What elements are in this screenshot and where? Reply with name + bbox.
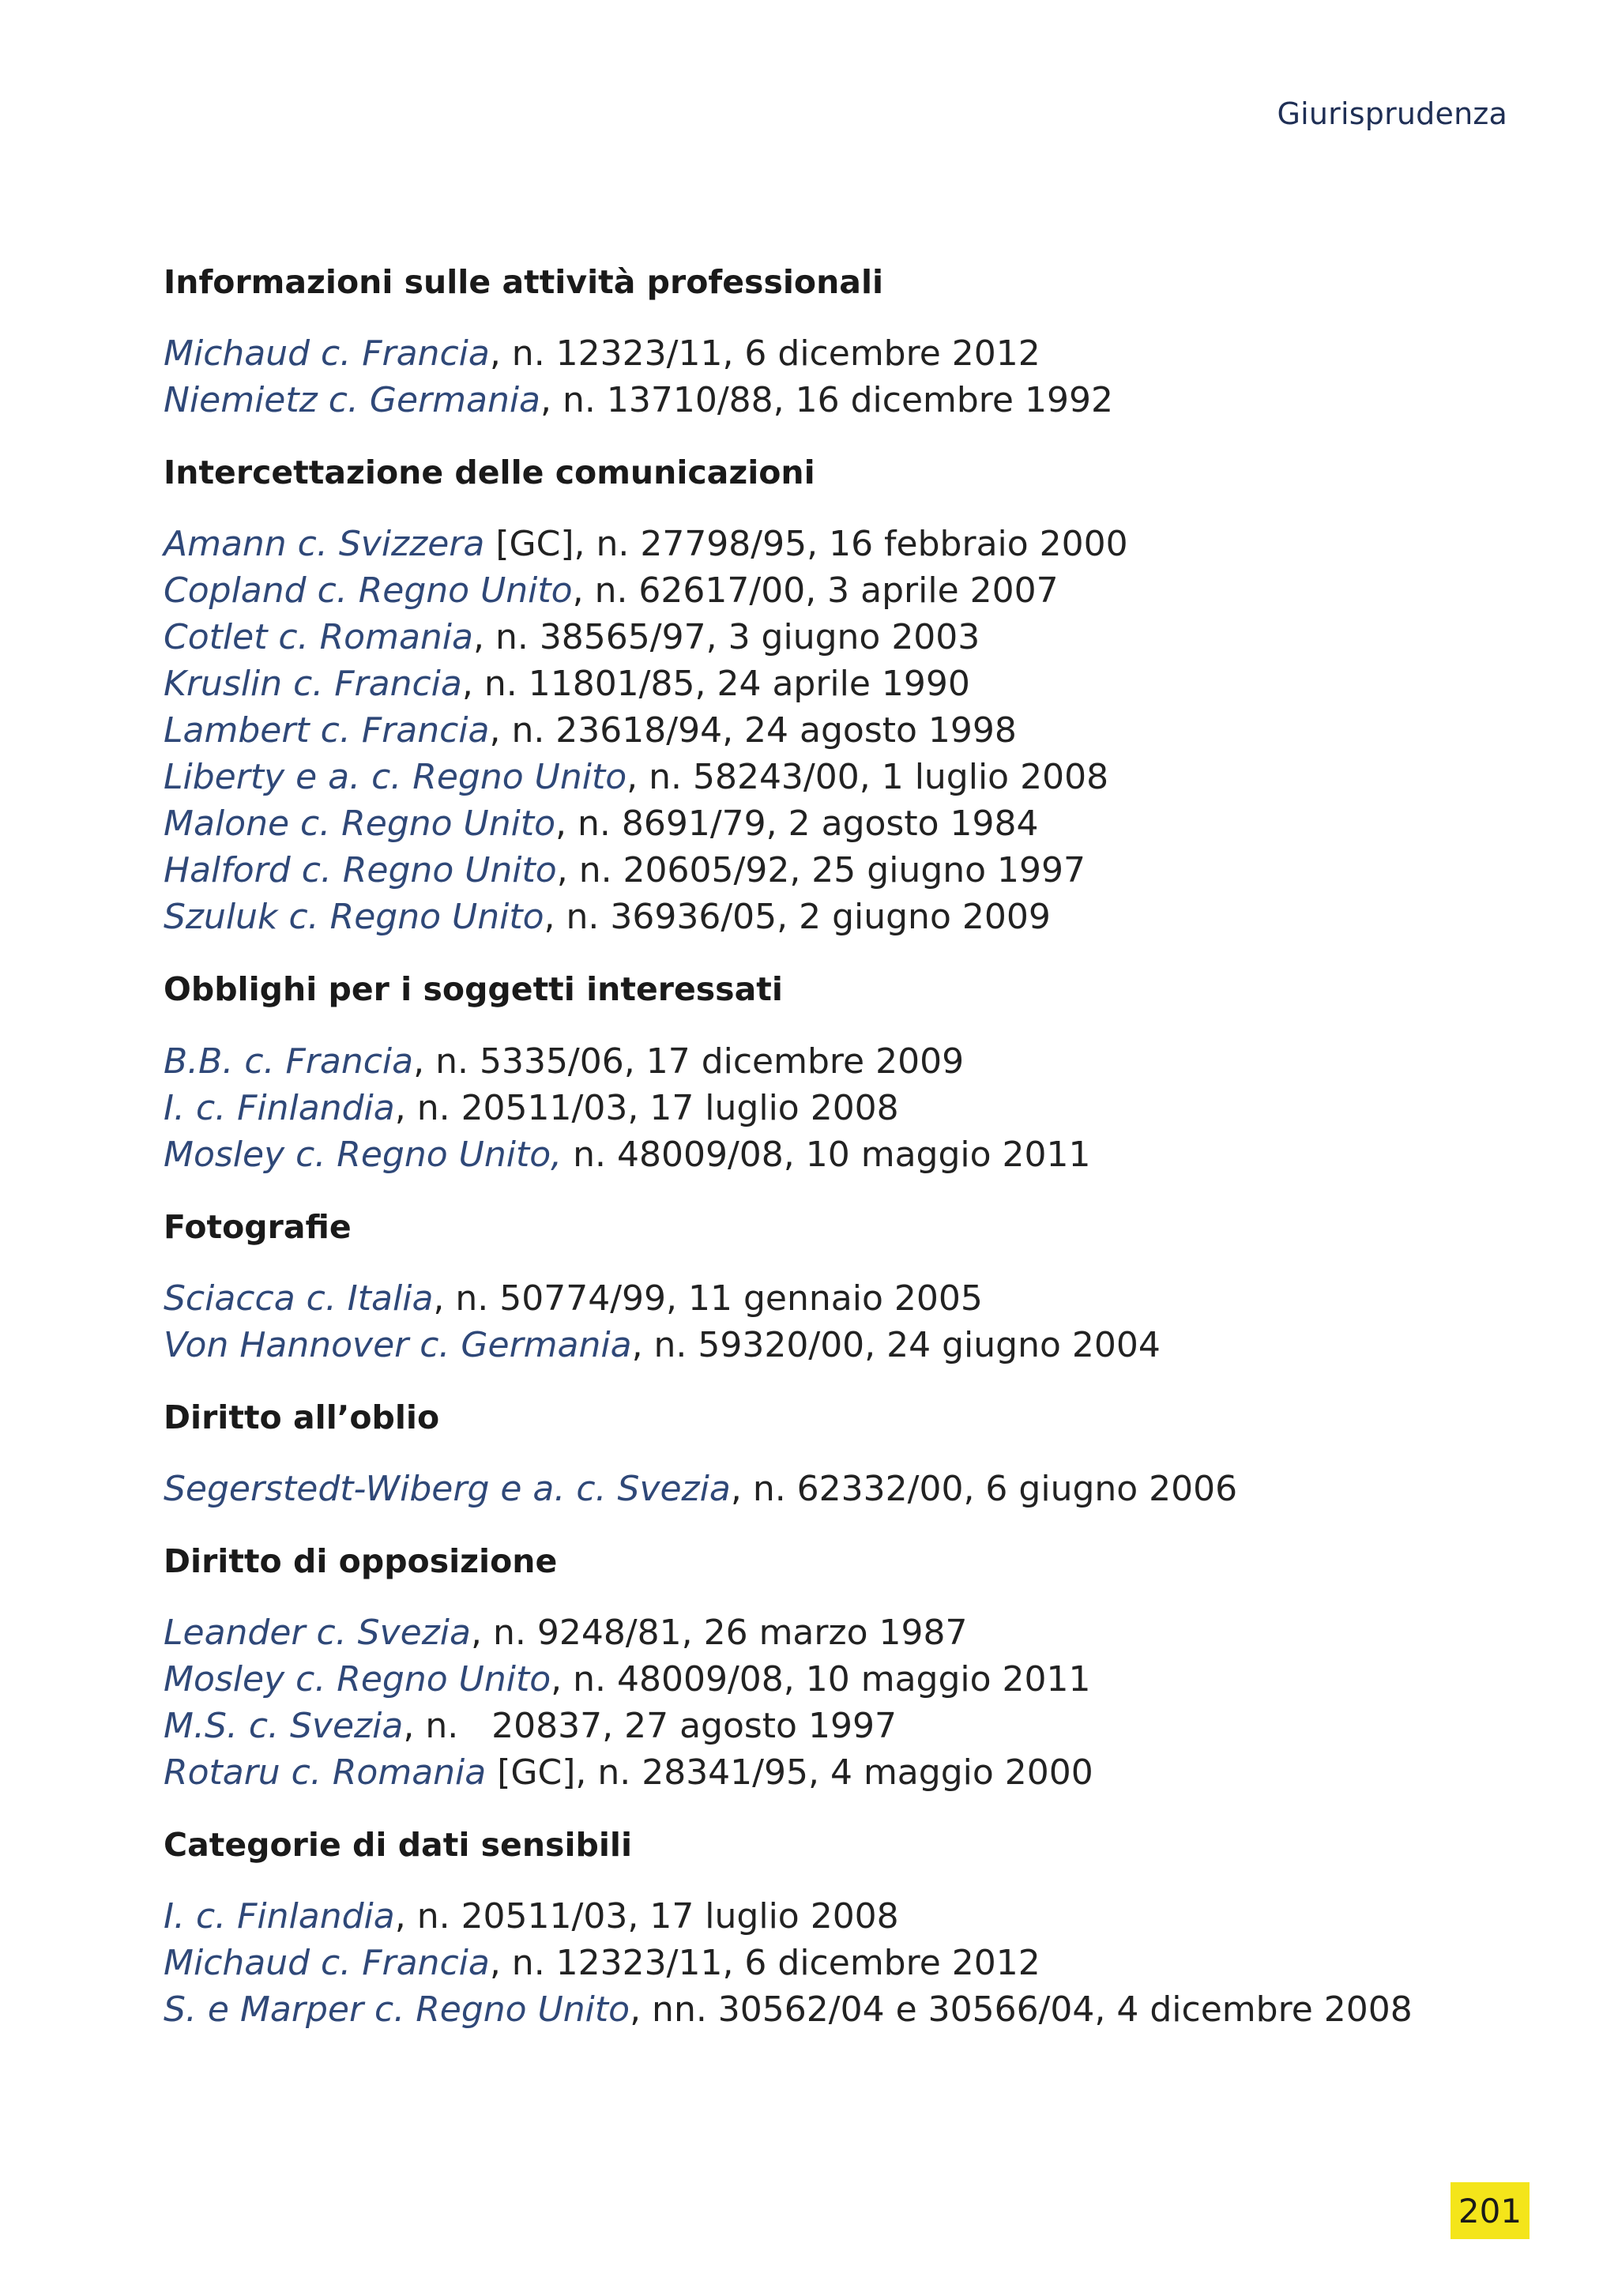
case-entry — [164, 1940, 1507, 1986]
case-entry — [164, 614, 1507, 661]
case-detail: , n. 20511/03, 17 luglio 2008 — [394, 1087, 899, 1128]
section-heading: Diritto all’oblio — [164, 1398, 440, 1436]
case-name: B.B. c. Francia — [164, 1041, 414, 1082]
case-detail: , n. 9248/81, 26 marzo 1987 — [471, 1613, 968, 1654]
case-entry — [164, 1703, 1507, 1749]
case-name: I. c. Finlandia — [164, 1087, 395, 1128]
case-detail: , n. 13710/88, 16 dicembre 1992 — [540, 380, 1113, 421]
case-detail: , n. 48009/08, 10 maggio 2011 — [551, 1659, 1091, 1700]
case-detail: , n. 62617/00, 3 aprile 2007 — [572, 570, 1059, 612]
case-entry — [164, 661, 1507, 707]
case-detail: , n. 50774/99, 11 gennaio 2005 — [433, 1278, 983, 1319]
case-name: Mosley c. Regno Unito — [164, 1659, 551, 1700]
section-professional-activities — [164, 263, 1507, 423]
case-name: I. c. Finlandia — [164, 1896, 395, 1937]
case-detail: [GC], n. 28341/95, 4 maggio 2000 — [486, 1752, 1093, 1794]
case-name: Michaud c. Francia — [164, 333, 490, 375]
case-entry — [164, 1038, 1507, 1085]
case-name: Segerstedt-Wiberg e a. c. Svezia — [164, 1468, 731, 1509]
case-entry — [164, 1466, 1507, 1512]
case-detail: , n. 20837, 27 agosto 1997 — [403, 1706, 897, 1747]
case-detail: n. 48009/08, 10 maggio 2011 — [562, 1134, 1091, 1175]
section-sensitive-data — [164, 1826, 1507, 2033]
section-right-to-be-forgotten — [164, 1398, 1507, 1512]
section-interception — [164, 454, 1507, 940]
case-detail: , n. 58243/00, 1 luglio 2008 — [627, 757, 1109, 798]
section-heading: Informazioni sulle attività professionali — [164, 263, 884, 301]
section-heading: Fotografie — [164, 1207, 352, 1246]
section-right-to-object — [164, 1542, 1507, 1796]
case-detail: [GC], n. 27798/95, 16 febbraio 2000 — [484, 524, 1128, 565]
case-entry — [164, 707, 1507, 754]
case-detail: , n. 5335/06, 17 dicembre 2009 — [413, 1041, 965, 1082]
case-entry — [164, 1085, 1507, 1131]
case-detail: , n. 38565/97, 3 giugno 2003 — [472, 617, 980, 658]
case-detail: , n. 23618/94, 24 agosto 1998 — [489, 710, 1017, 751]
case-entry — [164, 567, 1507, 614]
section-heading: Obblighi per i soggetti interessati — [164, 970, 783, 1009]
case-name: Mosley c. Regno Unito, — [164, 1134, 563, 1175]
case-detail: , n. 8691/79, 2 agosto 1984 — [555, 804, 1039, 845]
case-name: M.S. c. Svezia — [164, 1706, 404, 1747]
case-entry — [164, 1131, 1507, 1178]
case-name: Malone c. Regno Unito — [164, 804, 556, 845]
case-entry — [164, 1275, 1507, 1322]
case-detail: , n. 36936/05, 2 giugno 2009 — [544, 897, 1051, 938]
case-detail: , n. 59320/00, 24 giugno 2004 — [631, 1324, 1161, 1365]
case-entry — [164, 1986, 1507, 2033]
case-name: S. e Marper c. Regno Unito — [164, 1989, 630, 2031]
case-entry — [164, 894, 1507, 940]
case-entry — [164, 330, 1507, 377]
case-entry — [164, 1893, 1507, 1940]
case-detail: , n. 11801/85, 24 aprile 1990 — [461, 664, 970, 705]
case-detail: , n. 20511/03, 17 luglio 2008 — [394, 1896, 899, 1937]
page-number: 201 — [1451, 2182, 1530, 2239]
case-name: Halford c. Regno Unito — [164, 850, 557, 891]
section-heading: Intercettazione delle comunicazioni — [164, 454, 815, 492]
section-obligations — [164, 970, 1507, 1177]
case-entry — [164, 754, 1507, 800]
case-name: Rotaru c. Romania — [164, 1752, 487, 1794]
case-name: Szuluk c. Regno Unito — [164, 897, 544, 938]
case-entry — [164, 1609, 1507, 1656]
case-name: Amann c. Svizzera — [164, 524, 485, 565]
section-heading: Categorie di dati sensibili — [164, 1826, 633, 1865]
case-detail: , n. 20605/92, 25 giugno 1997 — [556, 850, 1086, 891]
case-name: Leander c. Svezia — [164, 1613, 471, 1654]
case-name: Liberty e a. c. Regno Unito — [164, 757, 627, 798]
running-header-title: Giurisprudenza — [1277, 96, 1507, 131]
case-detail: , n. 62332/00, 6 giugno 2006 — [730, 1468, 1238, 1509]
case-name: Lambert c. Francia — [164, 710, 490, 751]
case-entry — [164, 377, 1507, 423]
case-entry — [164, 1656, 1507, 1703]
case-entry — [164, 847, 1507, 894]
case-entry — [164, 1322, 1507, 1368]
case-name: Sciacca c. Italia — [164, 1278, 434, 1319]
case-entry — [164, 1749, 1507, 1796]
case-name: Cotlet c. Romania — [164, 617, 473, 658]
case-entry — [164, 521, 1507, 567]
case-name: Kruslin c. Francia — [164, 664, 462, 705]
case-name: Von Hannover c. Germania — [164, 1324, 632, 1365]
case-law-list — [164, 263, 1507, 2063]
section-heading: Diritto di opposizione — [164, 1541, 558, 1580]
case-name: Copland c. Regno Unito — [164, 570, 573, 612]
case-name: Niemietz c. Germania — [164, 380, 541, 421]
case-detail: , n. 12323/11, 6 dicembre 2012 — [489, 333, 1040, 375]
case-detail: , n. 12323/11, 6 dicembre 2012 — [489, 1943, 1040, 1984]
section-photographs — [164, 1208, 1507, 1368]
case-entry — [164, 800, 1507, 847]
case-detail: , nn. 30562/04 e 30566/04, 4 dicembre 2008 — [630, 1989, 1413, 2031]
case-name: Michaud c. Francia — [164, 1943, 490, 1984]
